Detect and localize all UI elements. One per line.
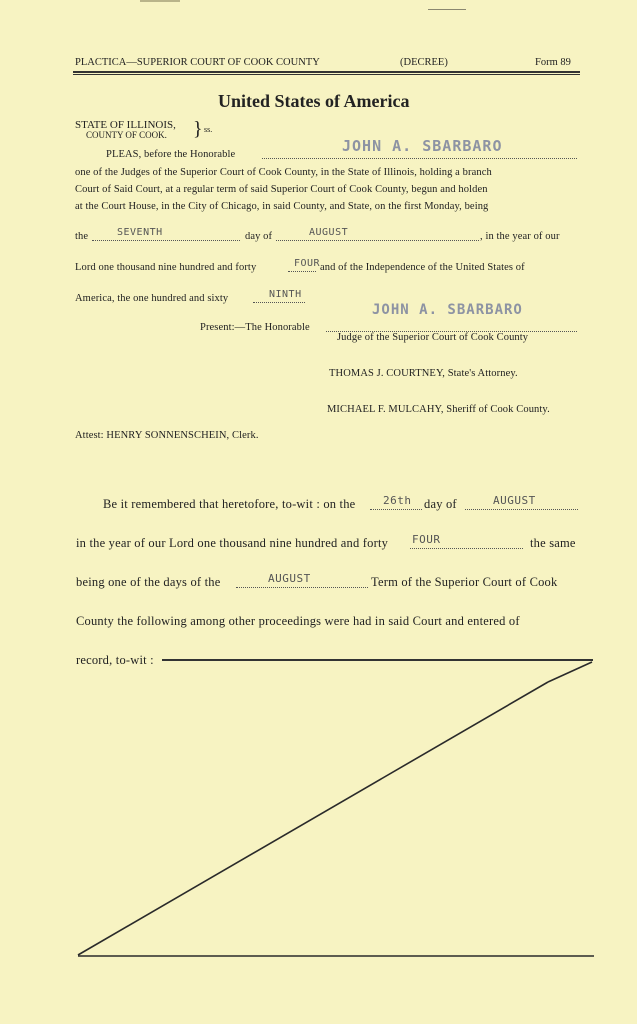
pleas-prefix: PLEAS, before the Honorable — [106, 149, 236, 160]
venue-ss: ss. — [204, 125, 213, 134]
remembered-line-2: in the year of our Lord one thousand nine hundred and forty — [76, 536, 389, 550]
cancel-diagonal-line — [78, 682, 548, 955]
header-form-number: Form 89 — [535, 57, 571, 68]
day-value: SEVENTH — [117, 227, 163, 238]
document-title: United States of America — [218, 91, 410, 111]
venue-brace: } — [193, 118, 203, 140]
present-judge-stamp: JOHN A. SBARBARO — [372, 302, 523, 318]
pleas-day-of: day of — [245, 231, 273, 242]
pleas-year-of-our: , in the year of our — [480, 231, 560, 242]
sixty-value: NINTH — [269, 289, 302, 300]
remembered-term-value: AUGUST — [268, 572, 311, 585]
venue-state: STATE OF ILLINOIS, — [75, 119, 176, 131]
year-value: FOUR — [294, 258, 321, 269]
remembered-line-2-suffix: the same — [530, 536, 576, 550]
remembered-line-3-suffix: Term of the Superior Court of Cook — [371, 575, 558, 589]
pleas-line-3: Court of Said Court, at a regular term of said Superior Court of Cook County, begun and holden — [75, 184, 488, 195]
remembered-day-value: 26th — [383, 494, 412, 507]
remembered-year-value: FOUR — [412, 533, 441, 546]
month-value: AUGUST — [309, 227, 349, 238]
pleas-line-4: at the Court House, in the City of Chicago, in said County, and State, on the first Monday, being — [75, 201, 489, 212]
attest-clerk: Attest: HENRY SONNENSCHEIN, Clerk. — [75, 430, 259, 441]
pleas-the: the — [75, 231, 89, 242]
present-label: Present:—The Honorable — [200, 322, 310, 333]
header-decree-label: (DECREE) — [400, 57, 448, 68]
remembered-line-5: record, to-wit : — [76, 653, 154, 667]
pleas-america-prefix: America, the one hundred and sixty — [75, 293, 229, 304]
venue-county: COUNTY OF COOK. — [86, 130, 167, 140]
remembered-line-3: being one of the days of the — [76, 575, 221, 589]
pleas-independence: and of the Independence of the United States of — [320, 262, 525, 273]
pleas-lord-prefix: Lord one thousand nine hundred and forty — [75, 262, 257, 273]
states-attorney: THOMAS J. COURTNEY, State's Attorney. — [329, 368, 518, 379]
cancel-diagonal-top — [548, 662, 592, 682]
sheriff: MICHAEL F. MULCAHY, Sheriff of Cook County. — [327, 404, 550, 415]
header-court-name: PLACTICA—SUPERIOR COURT OF COOK COUNTY — [75, 57, 320, 68]
judge-name-stamp: JOHN A. SBARBARO — [342, 137, 503, 155]
remembered-prefix: Be it remembered that heretofore, to-wit : on the — [103, 497, 356, 511]
remembered-month-value: AUGUST — [493, 494, 536, 507]
remembered-line-4: County the following among other proceedings were had in said Court and entered of — [76, 614, 520, 628]
pleas-line-2: one of the Judges of the Superior Court of Cook County, in the State of Illinois, holding a branch — [75, 167, 492, 178]
remembered-day-of: day of — [424, 497, 457, 511]
present-judge-title: Judge of the Superior Court of Cook County — [337, 332, 529, 343]
